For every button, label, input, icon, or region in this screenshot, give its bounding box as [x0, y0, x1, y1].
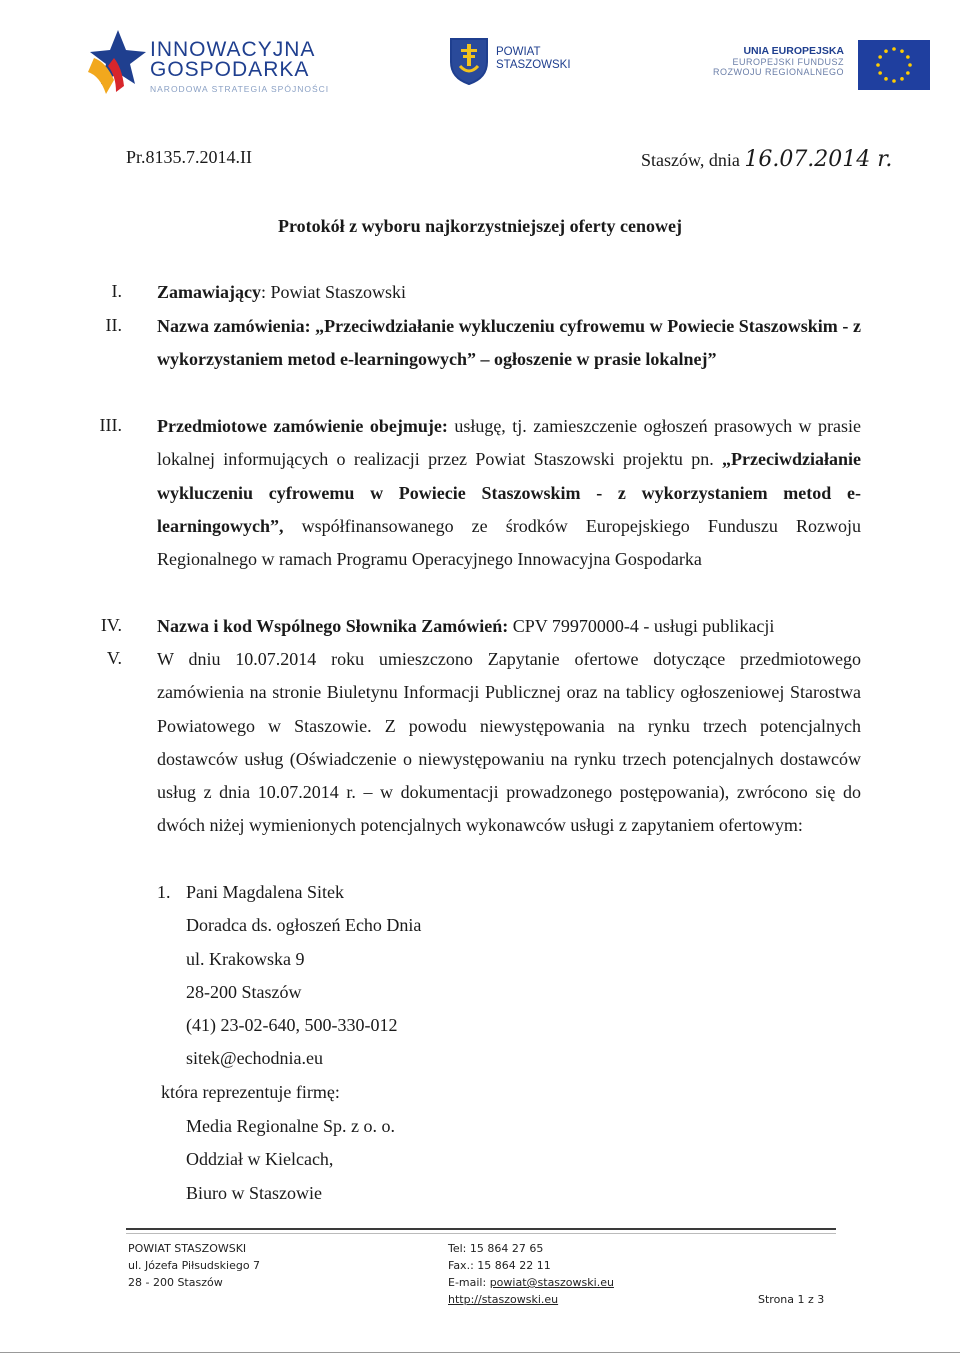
firm-office: Biuro w Staszowie	[186, 1182, 322, 1203]
section-number: III.	[99, 415, 122, 435]
section-3-text-2: współfinansowanego ze środków Europejskiego Funduszu Rozwoju Regionalnego w ramach Programu Operacyjnego Innowacyjna Gospodarka	[157, 515, 861, 570]
eu-line-2: EUROPEJSKI FUNDUSZ	[732, 57, 844, 67]
eu-star-icon	[906, 71, 910, 75]
contact-city: 28-200 Staszów	[186, 981, 302, 1002]
footer-org: POWIAT STASZOWSKI	[128, 1242, 247, 1255]
footer-divider	[126, 1228, 836, 1230]
page-title: Protokół z wyboru najkorzystniejszej oferty cenowej	[277, 216, 683, 236]
contact-street: ul. Krakowska 9	[186, 948, 305, 969]
eu-star-icon	[900, 77, 904, 81]
star-swoosh-icon	[88, 28, 148, 98]
eu-star-icon	[900, 49, 904, 53]
section-4	[157, 610, 861, 643]
eu-star-icon	[884, 77, 888, 81]
eu-star-icon	[878, 55, 882, 59]
page-bottom-edge	[0, 1352, 960, 1353]
section-2: Nazwa zamówienia: „Przeciwdziałanie wykluczeniu cyfrowemu w Powiecie Staszowskim - z wykorzystaniem metod e-learningowych” – ogłoszenie w prasie lokalnej”	[157, 316, 861, 370]
innowacyjna-gospodarka-logo	[88, 28, 348, 98]
coat-of-arms-icon	[448, 36, 490, 86]
page-number: Strona 1 z 3	[758, 1293, 825, 1306]
powiat-line-1: POWIAT	[496, 46, 541, 58]
section-number: II.	[105, 315, 122, 335]
contact-email: sitek@echodnia.eu	[186, 1048, 324, 1069]
logo-line-3: NARODOWA STRATEGIA SPÓJNOŚCI	[150, 84, 330, 94]
firm-name: Media Regionalne Sp. z o. o.	[186, 1116, 395, 1136]
powiat-staszowski-logo	[448, 36, 598, 86]
reference-number: Pr.8135.7.2014.II	[126, 147, 252, 167]
section-3-text-1: usługę, tj. zamieszczenie ogłoszeń prasowych w prasie lokalnej informujących o realizacji przez Powiat Staszowski projektu pn.	[157, 416, 861, 470]
footer-fax: Fax.: 15 864 22 11	[448, 1259, 551, 1272]
date-label: Staszów, dnia	[641, 150, 740, 170]
footer-contact	[448, 1240, 614, 1308]
contact-number: 1.	[157, 882, 171, 902]
eu-star-icon	[884, 49, 888, 53]
eu-star-icon	[908, 63, 912, 67]
section-4-label: Nazwa i kod Wspólnego Słownika Zamówień:	[157, 616, 509, 636]
footer-email-label: E-mail:	[448, 1276, 490, 1289]
contact-1	[186, 876, 421, 1076]
footer-divider-thin	[126, 1233, 836, 1234]
section-1-label: Zamawiający	[157, 282, 261, 302]
eu-line-1: UNIA EUROPEJSKA	[743, 45, 844, 57]
section-3	[157, 410, 861, 576]
eu-line-3: ROZWOJU REGIONALNEGO	[712, 67, 844, 77]
represents-label: która reprezentuje firmę:	[161, 1082, 340, 1102]
footer-email-link[interactable]: powiat@staszowski.eu	[489, 1276, 614, 1289]
eu-logo	[690, 40, 930, 92]
eu-flag-icon	[858, 40, 930, 90]
section-1	[157, 276, 861, 309]
firm-branch: Oddział w Kielcach,	[186, 1149, 334, 1170]
footer-www-link[interactable]: http://staszowski.eu	[448, 1293, 559, 1306]
eu-star-icon	[906, 55, 910, 59]
eu-star-icon	[892, 79, 896, 83]
section-number: I.	[111, 281, 122, 301]
section-5: W dniu 10.07.2014 roku umieszczono Zapytanie ofertowe dotyczące przedmiotowego zamówienia na stronie Biuletynu Informacji Publicznej oraz na tablicy ogłoszeniowej Starostwa Powiatowego w Staszowie. Z powodu niewystępowania na rynku trzech potencjalnych dostawców usług (Oświadczenie o niewystępowaniu na rynku trzech potencjalnych dostawców usług z dnia 10.07.2014 r. – w dokumentacji prowadzonego postępowania), zwrócono się do dwóch niżej wymienionych potencjalnych wykonawców usługi z zapytaniem ofertowym:	[157, 649, 861, 836]
section-number: IV.	[100, 615, 122, 635]
handwritten-date: 16.07.2014 r.	[744, 147, 893, 172]
contact-name: Pani Magdalena Sitek	[186, 882, 344, 902]
eu-star-icon	[878, 71, 882, 75]
contact-phone: (41) 23-02-640, 500-330-012	[186, 1015, 398, 1036]
footer-tel: Tel: 15 864 27 65	[448, 1242, 544, 1255]
footer-street: ul. Józefa Piłsudskiego 7	[128, 1259, 261, 1272]
powiat-line-2: STASZOWSKI	[496, 59, 571, 71]
section-number: V.	[106, 648, 122, 668]
footer-email-line	[448, 1274, 614, 1291]
eu-star-icon	[876, 63, 880, 67]
eu-star-icon	[892, 47, 896, 51]
section-1-text: : Powiat Staszowski	[260, 282, 406, 302]
section-3-label: Przedmiotowe zamówienie obejmuje:	[157, 416, 448, 436]
logo-line-2: GOSPODARKA	[150, 58, 310, 81]
firm-details	[186, 1110, 395, 1210]
footer-city: 28 - 200 Staszów	[128, 1276, 223, 1289]
document-date	[641, 147, 892, 172]
footer-address	[128, 1240, 260, 1291]
contact-role: Doradca ds. ogłoszeń Echo Dnia	[186, 915, 422, 936]
section-3-project-name: „Przeciwdziałanie wykluczeniu cyfrowemu w Powiecie Staszowskim - z wykorzystaniem metod e-learningowych”,	[157, 449, 861, 536]
section-4-text: CPV 79970000-4 - usługi publikacji	[508, 616, 775, 636]
logo-line-1: INNOWACYJNA	[150, 38, 316, 61]
